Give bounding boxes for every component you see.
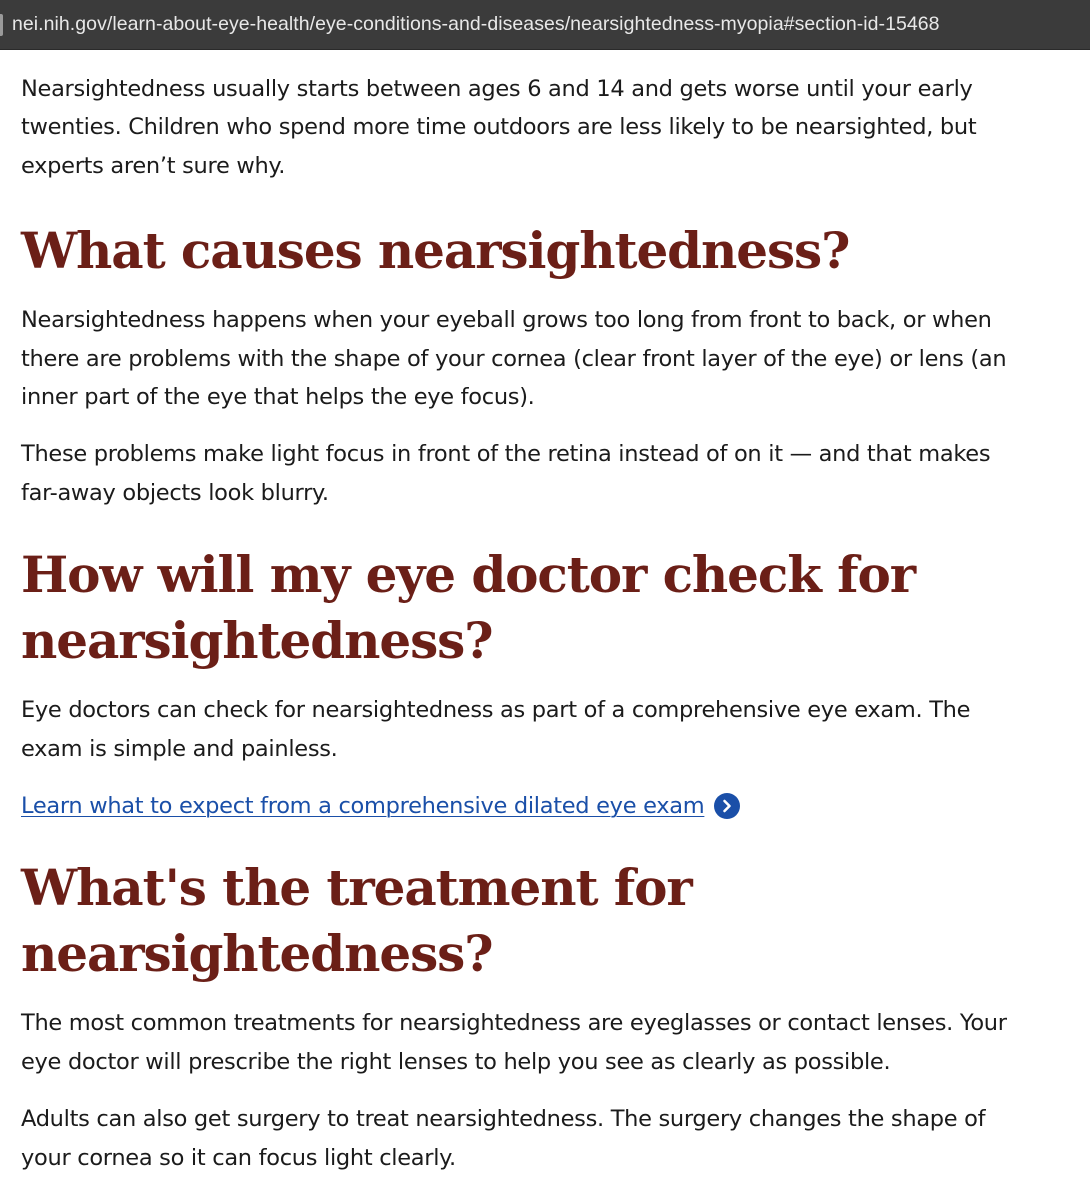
- article-content: [21, 50, 1061, 1177]
- treatment-paragraph-2: Adults can also get surgery to treat nearsightedness. The surgery changes the shape of your cornea so it can focus light clearly.: [21, 1106, 986, 1171]
- heading-treatment: What's the treatment for nearsightedness?: [21, 858, 692, 984]
- treatment-paragraph-1: The most common treatments for nearsightedness are eyeglasses or contact lenses. Your eye doctor will prescribe the right lenses to help you see as clearly as possible.: [21, 1010, 1007, 1075]
- address-bar-edge: [0, 14, 3, 36]
- causes-paragraph-1: Nearsightedness happens when your eyeball grows too long from front to back, or when there are problems with the shape of your cornea (clear front layer of the eye) or lens (an inner part of the eye that helps the eye focus).: [21, 307, 1007, 411]
- heading-causes: What causes nearsightedness?: [21, 221, 850, 281]
- address-bar[interactable]: [0, 0, 1090, 50]
- causes-paragraph-2: These problems make light focus in front of the retina instead of on it — and that makes far-away objects look blurry.: [21, 441, 991, 506]
- exam-link-row: [21, 787, 1061, 825]
- exam-link[interactable]: Learn what to expect from a comprehensive dilated eye exam: [21, 793, 705, 820]
- heading-check: How will my eye doctor check for nearsightedness?: [21, 545, 915, 671]
- check-paragraph: Eye doctors can check for nearsightedness as part of a comprehensive eye exam. The exam is simple and painless.: [21, 697, 971, 762]
- chevron-right-circle-icon[interactable]: [714, 793, 740, 819]
- intro-paragraph: Nearsightedness usually starts between ages 6 and 14 and gets worse until your early twenties. Children who spend more time outdoors are less likely to be nearsighted, but experts aren’t sure why.: [21, 76, 977, 179]
- url-text[interactable]: nei.nih.gov/learn-about-eye-health/eye-conditions-and-diseases/nearsightedness-myopia#section-id-15468: [12, 13, 940, 35]
